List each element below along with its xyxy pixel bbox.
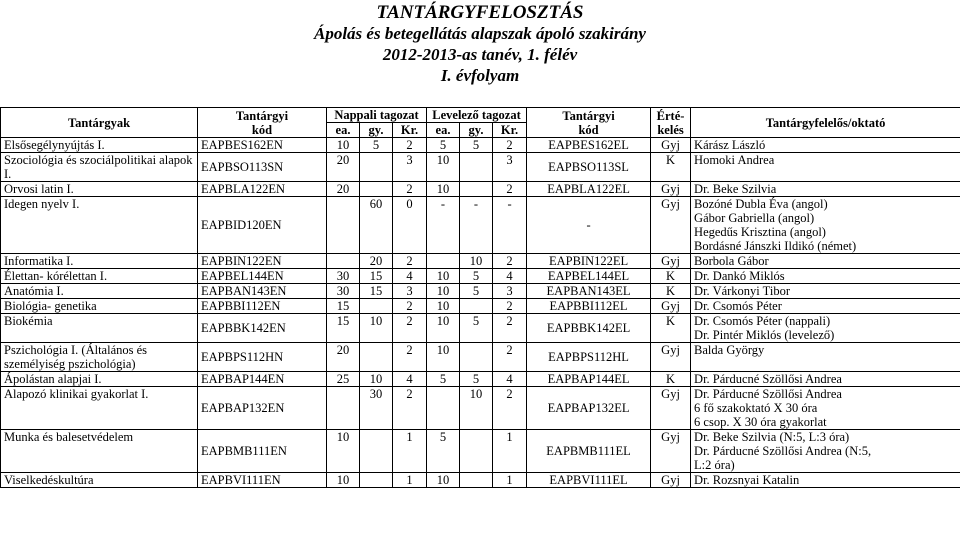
corr-kr: 3 [493, 153, 527, 182]
title-line: TANTÁRGYFELOSZTÁS [376, 2, 584, 23]
corr-code-cell: EAPBAN143EL [527, 284, 651, 299]
instructor-name: 6 csop. X 30 óra gyakorlat [694, 415, 827, 429]
table-row [1, 197, 960, 254]
instructor-cell [691, 197, 960, 254]
evaluation-cell: Gyj [651, 299, 691, 314]
full-time-kr: 2 [393, 314, 427, 343]
corr-ea: 10 [427, 269, 460, 284]
full-time-ea: 30 [327, 269, 360, 284]
corr-kr: 1 [493, 430, 527, 473]
instructor-name: 6 fő szakoktató X 30 óra [694, 401, 818, 415]
full-time-ea [327, 197, 360, 254]
code-cell: EAPBES162EN [198, 138, 327, 153]
instructor-name: Borbola Gábor [694, 254, 769, 268]
corr-code-cell: EAPBES162EL [527, 138, 651, 153]
evaluation-cell: K [651, 314, 691, 343]
corr-gy [460, 299, 493, 314]
corr-code-cell: EAPBSO113SL [527, 153, 651, 182]
table-row [1, 343, 960, 372]
evaluation-cell: Gyj [651, 197, 691, 254]
corr-kr: 2 [493, 343, 527, 372]
corr-gy: 10 [460, 254, 493, 269]
instructor-name: Dr. Beke Szilvia (N:5, L:3 óra) [694, 430, 850, 444]
full-time-gy [360, 473, 393, 488]
full-time-gy: 15 [360, 269, 393, 284]
corr-ea: - [427, 197, 460, 254]
corr-kr: 2 [493, 314, 527, 343]
subject-cell: Viselkedéskultúra [1, 473, 198, 488]
evaluation-cell: K [651, 372, 691, 387]
full-time-kr: 3 [393, 284, 427, 299]
full-time-ea: 10 [327, 138, 360, 153]
subject-cell: Informatika I. [1, 254, 198, 269]
header-code: Tantárgyi kód [198, 108, 327, 138]
full-time-kr: 1 [393, 473, 427, 488]
subject-cell: Elsősegélynyújtás I. [1, 138, 198, 153]
corr-code-cell: EAPBMB111EL [527, 430, 651, 473]
instructor-name: Hegedűs Krisztina (angol) [694, 225, 826, 239]
code-cell: EAPBAN143EN [198, 284, 327, 299]
corr-ea: 10 [427, 182, 460, 197]
header-code-corr: Tantárgyi kód [527, 108, 651, 138]
header-correspondence: Levelező tagozat [427, 108, 527, 123]
instructor-cell [691, 430, 960, 473]
table-row [1, 138, 960, 153]
table-row [1, 372, 960, 387]
full-time-kr: 4 [393, 372, 427, 387]
instructor-name: Dr. Csomós Péter [694, 299, 782, 313]
code-cell: EAPBAP132EN [198, 387, 327, 430]
corr-code-cell: EAPBVI111EL [527, 473, 651, 488]
subject-cell: Pszichológia I. (Általános és személyiség pszichológia) [1, 343, 198, 372]
instructor-name: Bozóné Dubla Éva (angol) [694, 197, 828, 211]
corr-kr: 2 [493, 299, 527, 314]
full-time-gy [360, 182, 393, 197]
corr-gy: - [460, 197, 493, 254]
corr-gy: 5 [460, 372, 493, 387]
code-cell: EAPBMB111EN [198, 430, 327, 473]
corr-gy: 10 [460, 387, 493, 430]
full-time-gy: 5 [360, 138, 393, 153]
corr-ea [427, 387, 460, 430]
header-instructor: Tantárgyfelelős/oktató [691, 108, 960, 138]
evaluation-cell: K [651, 153, 691, 182]
full-time-kr: 2 [393, 138, 427, 153]
corr-gy [460, 473, 493, 488]
header-subjects: Tantárgyak [1, 108, 198, 138]
full-time-ea: 30 [327, 284, 360, 299]
full-time-kr: 2 [393, 299, 427, 314]
corr-kr: 2 [493, 387, 527, 430]
instructor-name: Dr. Várkonyi Tibor [694, 284, 791, 298]
evaluation-cell: K [651, 284, 691, 299]
instructor-name: Dr. Párducné Szöllősi Andrea [694, 372, 842, 386]
code-cell: EAPBVI111EN [198, 473, 327, 488]
header-evaluation: Érté- kelés [651, 108, 691, 138]
corr-ea: 10 [427, 343, 460, 372]
subtitle-line: Ápolás és betegellátás alapszak ápoló szakirány [314, 24, 646, 43]
full-time-kr: 2 [393, 254, 427, 269]
corr-gy [460, 430, 493, 473]
subject-cell: Anatómia I. [1, 284, 198, 299]
full-time-kr: 2 [393, 182, 427, 197]
corr-kr: 2 [493, 182, 527, 197]
corr-ea: 10 [427, 473, 460, 488]
instructor-name: L:2 óra) [694, 458, 735, 472]
instructor-cell [691, 254, 960, 269]
instructor-name: Dr. Dankó Miklós [694, 269, 785, 283]
corr-gy: 5 [460, 314, 493, 343]
subject-cell: Alapozó klinikai gyakorlat I. [1, 387, 198, 430]
course-allocation-table [0, 107, 960, 488]
corr-code-cell: EAPBAP144EL [527, 372, 651, 387]
full-time-kr: 0 [393, 197, 427, 254]
header-ea: ea. [327, 123, 360, 138]
instructor-cell [691, 299, 960, 314]
code-cell: EAPBSO113SN [198, 153, 327, 182]
instructor-cell [691, 138, 960, 153]
corr-ea: 5 [427, 138, 460, 153]
table-row [1, 284, 960, 299]
full-time-gy: 30 [360, 387, 393, 430]
table-row [1, 269, 960, 284]
subject-cell: Munka és balesetvédelem [1, 430, 198, 473]
full-time-kr: 3 [393, 153, 427, 182]
instructor-cell [691, 153, 960, 182]
subject-cell: Szociológia és szociálpolitikai alapok I. [1, 153, 198, 182]
full-time-ea: 20 [327, 153, 360, 182]
table-row [1, 254, 960, 269]
subject-cell: Orvosi latin I. [1, 182, 198, 197]
corr-gy [460, 153, 493, 182]
evaluation-cell: Gyj [651, 254, 691, 269]
table-row [1, 387, 960, 430]
instructor-name: Dr. Párducné Szöllősi Andrea (N:5, [694, 444, 872, 458]
instructor-cell [691, 284, 960, 299]
corr-gy [460, 182, 493, 197]
full-time-kr: 2 [393, 387, 427, 430]
table-row [1, 153, 960, 182]
corr-gy: 5 [460, 269, 493, 284]
corr-ea [427, 254, 460, 269]
corr-code-cell: EAPBEL144EL [527, 269, 651, 284]
evaluation-cell: Gyj [651, 343, 691, 372]
evaluation-cell: Gyj [651, 182, 691, 197]
full-time-gy: 60 [360, 197, 393, 254]
code-cell: EAPBBI112EN [198, 299, 327, 314]
full-time-ea: 15 [327, 314, 360, 343]
full-time-kr: 2 [393, 343, 427, 372]
corr-ea: 10 [427, 314, 460, 343]
corr-kr: 2 [493, 254, 527, 269]
evaluation-cell: Gyj [651, 138, 691, 153]
corr-kr: - [493, 197, 527, 254]
instructor-cell [691, 387, 960, 430]
corr-code-cell: EAPBBK142EL [527, 314, 651, 343]
full-time-gy [360, 299, 393, 314]
header-kr: Kr. [493, 123, 527, 138]
instructor-name: Homoki Andrea [694, 153, 775, 167]
subject-cell: Élettan- kórélettan I. [1, 269, 198, 284]
full-time-gy: 10 [360, 314, 393, 343]
instructor-cell [691, 182, 960, 197]
instructor-name: Dr. Pintér Miklós (levelező) [694, 328, 835, 342]
full-time-gy [360, 430, 393, 473]
corr-code-cell: EAPBIN122EL [527, 254, 651, 269]
corr-ea: 10 [427, 284, 460, 299]
corr-kr: 2 [493, 138, 527, 153]
corr-code-cell: EAPBLA122EL [527, 182, 651, 197]
corr-code-cell: EAPBAP132EL [527, 387, 651, 430]
header-full-time: Nappali tagozat [327, 108, 427, 123]
full-time-ea [327, 254, 360, 269]
subject-cell: Idegen nyelv I. [1, 197, 198, 254]
evaluation-cell: K [651, 269, 691, 284]
corr-gy [460, 343, 493, 372]
table-body [1, 138, 960, 488]
corr-gy: 5 [460, 284, 493, 299]
evaluation-cell: Gyj [651, 473, 691, 488]
corr-code-cell: EAPBPS112HL [527, 343, 651, 372]
document-title [0, 2, 960, 86]
full-time-ea: 25 [327, 372, 360, 387]
table-header [1, 108, 960, 138]
corr-ea: 10 [427, 153, 460, 182]
code-cell: EAPBIN122EN [198, 254, 327, 269]
instructor-name: Dr. Csomós Péter (nappali) [694, 314, 831, 328]
code-cell: EAPBLA122EN [198, 182, 327, 197]
table-row [1, 314, 960, 343]
instructor-name: Dr. Rozsnyai Katalin [694, 473, 800, 487]
full-time-gy: 20 [360, 254, 393, 269]
table-row [1, 182, 960, 197]
full-time-gy [360, 153, 393, 182]
full-time-ea [327, 387, 360, 430]
table-row [1, 473, 960, 488]
full-time-kr: 4 [393, 269, 427, 284]
full-time-gy: 10 [360, 372, 393, 387]
instructor-cell [691, 343, 960, 372]
full-time-ea: 15 [327, 299, 360, 314]
instructor-name: Dr. Párducné Szöllősi Andrea [694, 387, 842, 401]
corr-kr: 1 [493, 473, 527, 488]
full-time-kr: 1 [393, 430, 427, 473]
instructor-cell [691, 314, 960, 343]
instructor-name: Kárász László [694, 138, 766, 152]
corr-ea: 10 [427, 299, 460, 314]
corr-code-cell: - [527, 197, 651, 254]
evaluation-cell: Gyj [651, 430, 691, 473]
header-kr: Kr. [393, 123, 427, 138]
instructor-name: Bordásné Jánszki Ildikó (német) [694, 239, 857, 253]
header-gy: gy. [460, 123, 493, 138]
instructor-name: Gábor Gabriella (angol) [694, 211, 815, 225]
subject-cell: Ápolástan alapjai I. [1, 372, 198, 387]
corr-code-cell: EAPBBI112EL [527, 299, 651, 314]
instructor-cell [691, 473, 960, 488]
instructor-cell [691, 269, 960, 284]
code-cell: EAPBEL144EN [198, 269, 327, 284]
instructor-name: Dr. Beke Szilvia [694, 182, 777, 196]
full-time-ea: 10 [327, 430, 360, 473]
full-time-ea: 10 [327, 473, 360, 488]
subject-cell: Biológia- genetika [1, 299, 198, 314]
instructor-cell [691, 372, 960, 387]
code-cell: EAPBAP144EN [198, 372, 327, 387]
full-time-ea: 20 [327, 343, 360, 372]
full-time-ea: 20 [327, 182, 360, 197]
full-time-gy [360, 343, 393, 372]
table-row [1, 430, 960, 473]
corr-kr: 3 [493, 284, 527, 299]
code-cell: EAPBBK142EN [198, 314, 327, 343]
code-cell: EAPBID120EN [198, 197, 327, 254]
corr-ea: 5 [427, 372, 460, 387]
corr-kr: 4 [493, 269, 527, 284]
code-cell: EAPBPS112HN [198, 343, 327, 372]
table-row [1, 299, 960, 314]
instructor-name: Balda György [694, 343, 765, 357]
corr-gy: 5 [460, 138, 493, 153]
corr-kr: 4 [493, 372, 527, 387]
evaluation-cell: Gyj [651, 387, 691, 430]
corr-ea: 5 [427, 430, 460, 473]
year-group-line: I. évfolyam [440, 66, 520, 85]
academic-year-line: 2012-2013-as tanév, 1. félév [382, 45, 578, 64]
header-ea: ea. [427, 123, 460, 138]
full-time-gy: 15 [360, 284, 393, 299]
subject-cell: Biokémia [1, 314, 198, 343]
header-gy: gy. [360, 123, 393, 138]
